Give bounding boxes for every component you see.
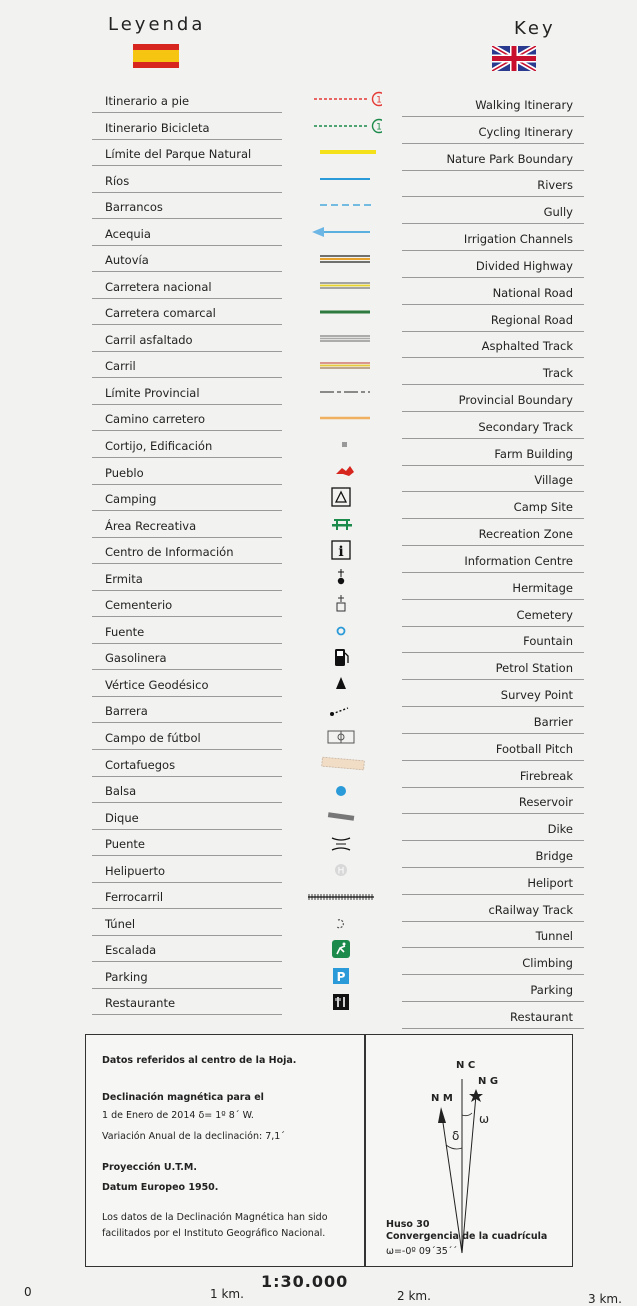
legend-label-en: National Road xyxy=(492,285,573,300)
legend-row-en xyxy=(402,653,584,680)
recreation-symbol-icon xyxy=(302,514,382,536)
legend-row-es xyxy=(92,988,282,1015)
river-symbol-icon xyxy=(302,168,382,190)
legend-row-es xyxy=(92,962,282,989)
legend-row-es xyxy=(92,803,282,830)
secondary-symbol-icon xyxy=(302,407,382,429)
legend-label-es: Carril xyxy=(105,359,136,374)
provincial-symbol-icon xyxy=(302,381,382,403)
legend-row-en xyxy=(402,90,584,117)
legend-row-en xyxy=(402,814,584,841)
legend-label-en: Hermitage xyxy=(512,580,573,595)
legend-row-en xyxy=(402,734,584,761)
dike-symbol-icon xyxy=(302,806,382,828)
legend-row-es xyxy=(92,298,282,325)
farm-symbol-icon xyxy=(302,434,382,456)
legend-row-en xyxy=(402,975,584,1002)
legend-label-en: Heliport xyxy=(527,875,573,890)
legend-row-en xyxy=(402,546,584,573)
legend-row-es xyxy=(92,378,282,405)
asphalt-symbol-icon xyxy=(302,327,382,349)
spain-flag-icon xyxy=(133,44,179,68)
legend-label-en: Rivers xyxy=(537,178,573,193)
national-symbol-icon xyxy=(302,274,382,296)
legend-label-es: Vértice Geodésico xyxy=(105,677,209,692)
legend-row-es xyxy=(92,537,282,564)
magnetic-north-arrowhead xyxy=(438,1107,446,1123)
legend-label-es: Límite del Parque Natural xyxy=(105,147,252,162)
legend-row-es xyxy=(92,86,282,113)
legend-label-es: Barrancos xyxy=(105,200,163,215)
legend-row-es xyxy=(92,484,282,511)
legend-label-es: Parking xyxy=(105,969,148,984)
legend-label-es: Helipuerto xyxy=(105,863,166,878)
legend-label-es: Carretera nacional xyxy=(105,279,212,294)
legend-row-en xyxy=(402,117,584,144)
grid-north-label: N C xyxy=(456,1060,476,1071)
scale-tick-0: 0 xyxy=(24,1285,32,1299)
legend-label-es: Carretera comarcal xyxy=(105,306,216,321)
legend-label-en: Climbing xyxy=(522,956,573,971)
info-letter: i xyxy=(338,544,344,561)
true-north-label: N G xyxy=(478,1076,499,1087)
legend-row-en xyxy=(402,948,584,975)
bridge-symbol-icon xyxy=(302,833,382,855)
legend-row-es xyxy=(92,643,282,670)
declination-date: 1 de Enero de 2014 δ= 1º 8´ W. xyxy=(102,1110,254,1121)
legend-label-es: Gasolinera xyxy=(105,651,167,666)
legend-label-en: Petrol Station xyxy=(495,661,573,676)
true-north-line xyxy=(462,1095,476,1253)
legend-label-en: Cycling Itinerary xyxy=(478,124,573,139)
legend-label-en: Recreation Zone xyxy=(478,527,573,542)
legend-row-es xyxy=(92,670,282,697)
legend-row-es xyxy=(92,166,282,193)
uk-flag-icon xyxy=(492,46,536,71)
legend-row-en xyxy=(402,519,584,546)
legend-label-es: Itinerario a pie xyxy=(105,94,190,108)
legend-label-en: Parking xyxy=(530,983,573,998)
legend-row-en xyxy=(402,600,584,627)
legend-row-en xyxy=(402,331,584,358)
restaurant-symbol-icon xyxy=(302,992,382,1014)
legend-label-es: Restaurante xyxy=(105,996,176,1011)
legend-label-es: Balsa xyxy=(105,784,137,799)
gully-symbol-icon xyxy=(302,194,382,216)
legend-label-en: Football Pitch xyxy=(495,741,573,756)
scale-tick-1: 1 km. xyxy=(210,1287,244,1301)
legend-row-en xyxy=(402,224,584,251)
legend-row-en xyxy=(402,626,584,653)
legend-label-es: Pueblo xyxy=(105,465,144,480)
legend-label-es: Autovía xyxy=(105,253,149,268)
declination-title: Declinación magnética para el xyxy=(102,1092,264,1103)
legend-row-es xyxy=(92,404,282,431)
info-symbol-icon xyxy=(302,540,382,562)
declination-annual: Variación Anual de la declinación: 7,1´ xyxy=(102,1131,286,1142)
legend-row-en xyxy=(402,787,584,814)
legend-label-en: Village xyxy=(534,473,573,488)
legend-label-en: Bridge xyxy=(535,848,573,863)
legend-label-es: Cortijo, Edificación xyxy=(105,439,213,454)
legend-row-en xyxy=(402,841,584,868)
legend-row-es xyxy=(92,750,282,777)
heliport-symbol-icon xyxy=(302,859,382,881)
legend-row-es xyxy=(92,325,282,352)
legend-row-en xyxy=(402,868,584,895)
omega-label: ω xyxy=(479,1112,490,1126)
map-info-box xyxy=(85,1034,573,1267)
legend-row-es xyxy=(92,245,282,272)
legend-row-en xyxy=(402,305,584,332)
legend-label-en: Information Centre xyxy=(464,553,573,568)
itinerary-number: 1 xyxy=(376,95,382,106)
legend-label-en: Walking Itinerary xyxy=(475,98,573,112)
legend-row-es xyxy=(92,776,282,803)
legend-label-es: Acequia xyxy=(105,226,151,241)
village-symbol-icon xyxy=(302,460,382,482)
legend-label-en: Irrigation Channels xyxy=(463,232,573,247)
legend-row-en xyxy=(402,439,584,466)
legend-title-en: Key xyxy=(514,18,556,39)
legend-row-en xyxy=(402,707,584,734)
irrig-symbol-icon xyxy=(302,221,382,243)
legend-label-en: Restaurant xyxy=(510,1009,573,1024)
barrier-symbol-icon xyxy=(302,700,382,722)
legend-row-es xyxy=(92,856,282,883)
legend-row-en xyxy=(402,761,584,788)
legend-label-en: Asphalted Track xyxy=(481,339,573,354)
legend-label-es: Puente xyxy=(105,837,145,852)
tunnel-symbol-icon xyxy=(302,913,382,935)
legend-label-en: Farm Building xyxy=(494,446,573,461)
legend-label-es: Túnel xyxy=(105,916,136,931)
legend-label-en: Fountain xyxy=(523,634,573,649)
legend-label-en: Track xyxy=(542,366,573,381)
scale-tick-3: 3 km. xyxy=(588,1292,622,1306)
legend-row-es xyxy=(92,696,282,723)
scale-ratio: 1:30.000 xyxy=(261,1272,349,1291)
legend-label-es: Escalada xyxy=(105,943,157,958)
legend-row-en xyxy=(402,412,584,439)
credit-line-1: Los datos de la Declinación Magnética han sido xyxy=(102,1212,328,1223)
highway-symbol-icon xyxy=(302,248,382,270)
info-title: Datos referidos al centro de la Hoja. xyxy=(102,1055,297,1066)
legend-label-en: Dike xyxy=(547,822,573,837)
legend-row-en xyxy=(402,492,584,519)
legend-row-es xyxy=(92,829,282,856)
legend-label-es: Cementerio xyxy=(105,598,173,613)
legend-row-en xyxy=(402,251,584,278)
scale-tick-2: 2 km. xyxy=(397,1289,431,1303)
legend-row-es xyxy=(92,590,282,617)
legend-label-es: Fuente xyxy=(105,624,145,639)
legend-label-en: Barrier xyxy=(533,714,573,729)
legend-label-en: Firebreak xyxy=(519,768,573,783)
legend-row-es xyxy=(92,272,282,299)
walk-symbol-icon xyxy=(302,88,382,110)
legend-row-en xyxy=(402,170,584,197)
legend-row-es xyxy=(92,617,282,644)
cemetery-symbol-icon xyxy=(302,593,382,615)
legend-label-es: Ríos xyxy=(105,173,130,188)
legend-label-es: Ermita xyxy=(105,571,143,586)
legend-label-en: Secondary Track xyxy=(478,419,573,434)
legend-row-es xyxy=(92,219,282,246)
heliport-letter: H xyxy=(337,866,345,877)
legend-row-en xyxy=(402,144,584,171)
legend-label-es: Campo de fútbol xyxy=(105,730,201,745)
projection-label: Proyección U.T.M. xyxy=(102,1162,197,1173)
legend-label-en: Survey Point xyxy=(500,688,573,703)
legend-label-es: Carril asfaltado xyxy=(105,332,193,347)
legend-label-en: Regional Road xyxy=(490,312,573,327)
fountain-symbol-icon xyxy=(302,620,382,642)
huso-label: Huso 30 xyxy=(386,1219,430,1230)
legend-label-en: Reservoir xyxy=(518,795,573,810)
survey-symbol-icon xyxy=(302,673,382,695)
legend-title-es: Leyenda xyxy=(108,14,206,35)
hermitage-symbol-icon xyxy=(302,567,382,589)
legend-row-en xyxy=(402,921,584,948)
legend-row-es xyxy=(92,458,282,485)
legend-label-es: Dique xyxy=(105,810,139,825)
legend-label-es: Área Recreativa xyxy=(105,518,197,533)
legend-label-en: Nature Park Boundary xyxy=(446,151,573,166)
legend-row-en xyxy=(402,465,584,492)
legend-row-es xyxy=(92,935,282,962)
legend-row-es xyxy=(92,909,282,936)
legend-label-es: Cortafuegos xyxy=(105,757,176,772)
parking-symbol-icon xyxy=(302,966,382,988)
legend-row-es xyxy=(92,511,282,538)
legend-label-en: Camp Site xyxy=(513,500,573,515)
legend-row-es xyxy=(92,723,282,750)
legend-row-en xyxy=(402,680,584,707)
parking-letter: P xyxy=(336,969,346,984)
legend-label-es: Ferrocarril xyxy=(105,890,164,905)
legend-row-en xyxy=(402,358,584,385)
datum-label: Datum Europeo 1950. xyxy=(102,1182,219,1193)
climbing-symbol-icon xyxy=(302,939,382,961)
legend-row-es xyxy=(92,139,282,166)
legend-label-es: Límite Provincial xyxy=(105,385,200,400)
football-symbol-icon xyxy=(302,726,382,748)
delta-label: δ xyxy=(452,1129,460,1143)
credit-line-2: facilitados por el Instituto Geográfico Nacional. xyxy=(102,1228,326,1239)
legend-row-en xyxy=(402,895,584,922)
legend-row-en xyxy=(402,385,584,412)
legend-row-en xyxy=(402,573,584,600)
legend-row-en xyxy=(402,278,584,305)
legend-row-es xyxy=(92,564,282,591)
legend-label-en: Cemetery xyxy=(516,607,573,622)
itinerary-number: 1 xyxy=(376,122,382,133)
petrol-symbol-icon xyxy=(302,647,382,669)
railway-symbol-icon xyxy=(302,886,382,908)
legend-label-es: Camping xyxy=(105,492,157,507)
legend-label-es: Itinerario Bicicleta xyxy=(105,120,210,135)
bike-symbol-icon xyxy=(302,115,382,137)
legend-row-es xyxy=(92,431,282,458)
legend-row-es xyxy=(92,882,282,909)
camp-symbol-icon xyxy=(302,487,382,509)
legend-row-es xyxy=(92,113,282,140)
convergence-label: Convergencia de la cuadrícula xyxy=(386,1231,548,1242)
convergence-value: ω=-0º 09´35´´ xyxy=(386,1246,458,1257)
legend-row-en xyxy=(402,1002,584,1029)
park-symbol-icon xyxy=(302,141,382,163)
firebreak-symbol-icon xyxy=(302,753,382,775)
legend-label-es: Camino carretero xyxy=(105,412,205,427)
track-symbol-icon xyxy=(302,354,382,376)
magnetic-north-label: N M xyxy=(431,1093,453,1104)
regional-symbol-icon xyxy=(302,301,382,323)
legend-row-en xyxy=(402,197,584,224)
legend-row-es xyxy=(92,192,282,219)
legend-label-en: Divided Highway xyxy=(475,258,573,273)
legend-label-es: Barrera xyxy=(105,704,148,719)
legend-row-es xyxy=(92,351,282,378)
legend-label-en: cRailway Track xyxy=(488,902,573,917)
reservoir-symbol-icon xyxy=(302,780,382,802)
legend-label-en: Provincial Boundary xyxy=(458,393,573,408)
legend-label-es: Centro de Información xyxy=(105,545,234,560)
legend-label-en: Tunnel xyxy=(535,929,573,944)
legend-label-en: Gully xyxy=(543,205,573,220)
